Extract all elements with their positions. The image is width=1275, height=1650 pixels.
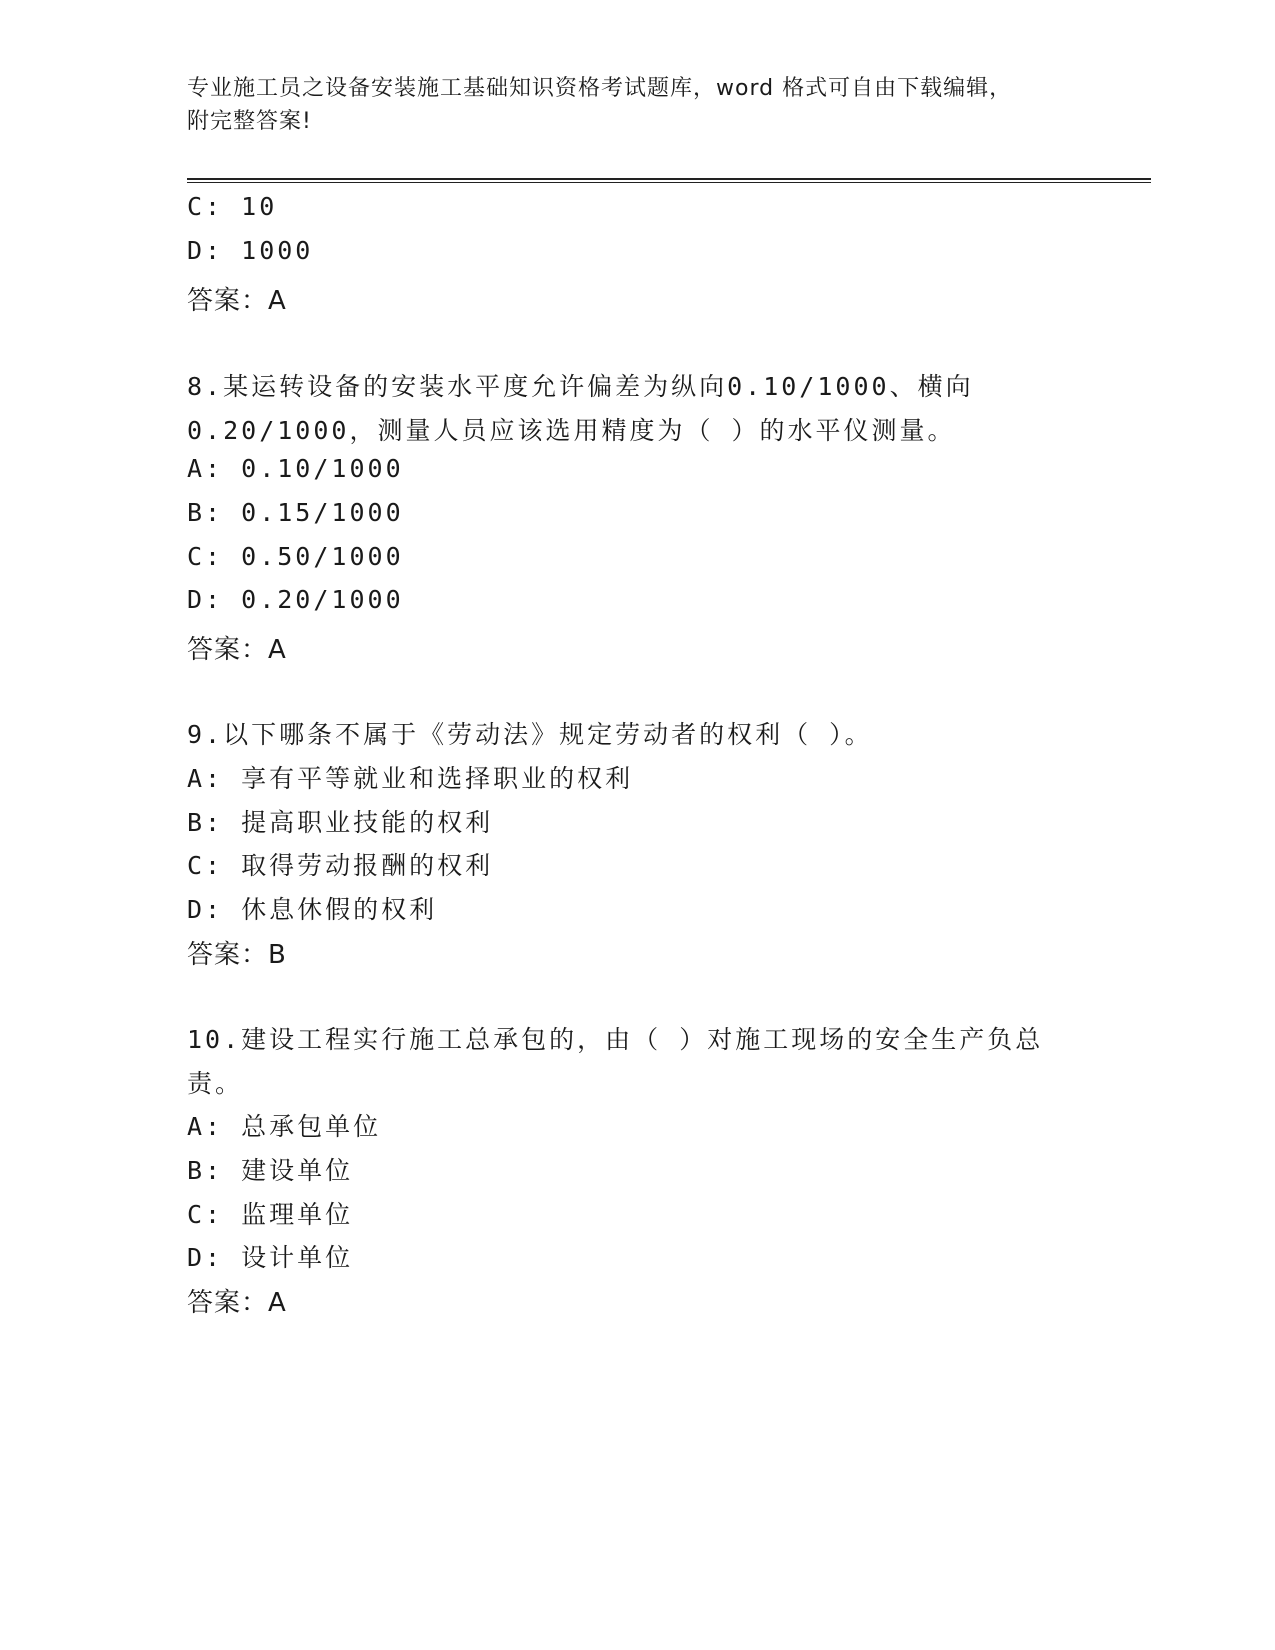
question-10-stem-line-2: 责。 bbox=[187, 1069, 244, 1098]
question-10-option-d: D: 设计单位 bbox=[187, 1243, 354, 1272]
header-line-1: 专业施工员之设备安装施工基础知识资格考试题库，word 格式可自由下载编辑， bbox=[187, 76, 1013, 101]
header-divider-thin bbox=[187, 182, 1151, 183]
question-8-answer: 答案：A bbox=[187, 635, 287, 665]
header-line-2: 附完整答案! bbox=[187, 109, 312, 134]
prev-option-d: D: 1000 bbox=[187, 236, 314, 265]
question-10-option-b: B: 建设单位 bbox=[187, 1156, 354, 1185]
question-8-option-a: A: 0.10/1000 bbox=[187, 454, 404, 483]
question-9-option-d: D: 休息休假的权利 bbox=[187, 895, 438, 924]
question-9-option-a: A: 享有平等就业和选择职业的权利 bbox=[187, 764, 634, 793]
question-9-answer: 答案：B bbox=[187, 940, 287, 970]
question-10-stem-line-1: 10.建设工程实行施工总承包的，由（ ）对施工现场的安全生产负总 bbox=[187, 1025, 1044, 1054]
question-8-option-b: B: 0.15/1000 bbox=[187, 498, 404, 527]
question-9-option-b: B: 提高职业技能的权利 bbox=[187, 808, 494, 837]
question-9-option-c: C: 取得劳动报酬的权利 bbox=[187, 851, 494, 880]
question-8-option-c: C: 0.50/1000 bbox=[187, 542, 404, 571]
question-10-option-c: C: 监理单位 bbox=[187, 1200, 354, 1229]
prev-option-c: C: 10 bbox=[187, 192, 278, 221]
header-divider-thick bbox=[187, 178, 1151, 180]
document-header bbox=[187, 72, 1107, 138]
question-8-option-d: D: 0.20/1000 bbox=[187, 585, 404, 614]
prev-answer: 答案：A bbox=[187, 286, 287, 316]
question-8-stem-line-1: 8.某运转设备的安装水平度允许偏差为纵向0.10/1000、横向 bbox=[187, 372, 974, 401]
question-10-answer: 答案：A bbox=[187, 1288, 287, 1318]
question-10-option-a: A: 总承包单位 bbox=[187, 1112, 382, 1141]
question-9-stem-line-1: 9.以下哪条不属于《劳动法》规定劳动者的权利（ ）。 bbox=[187, 720, 873, 749]
question-8-stem-line-2: 0.20/1000，测量人员应该选用精度为（ ）的水平仪测量。 bbox=[187, 416, 956, 445]
